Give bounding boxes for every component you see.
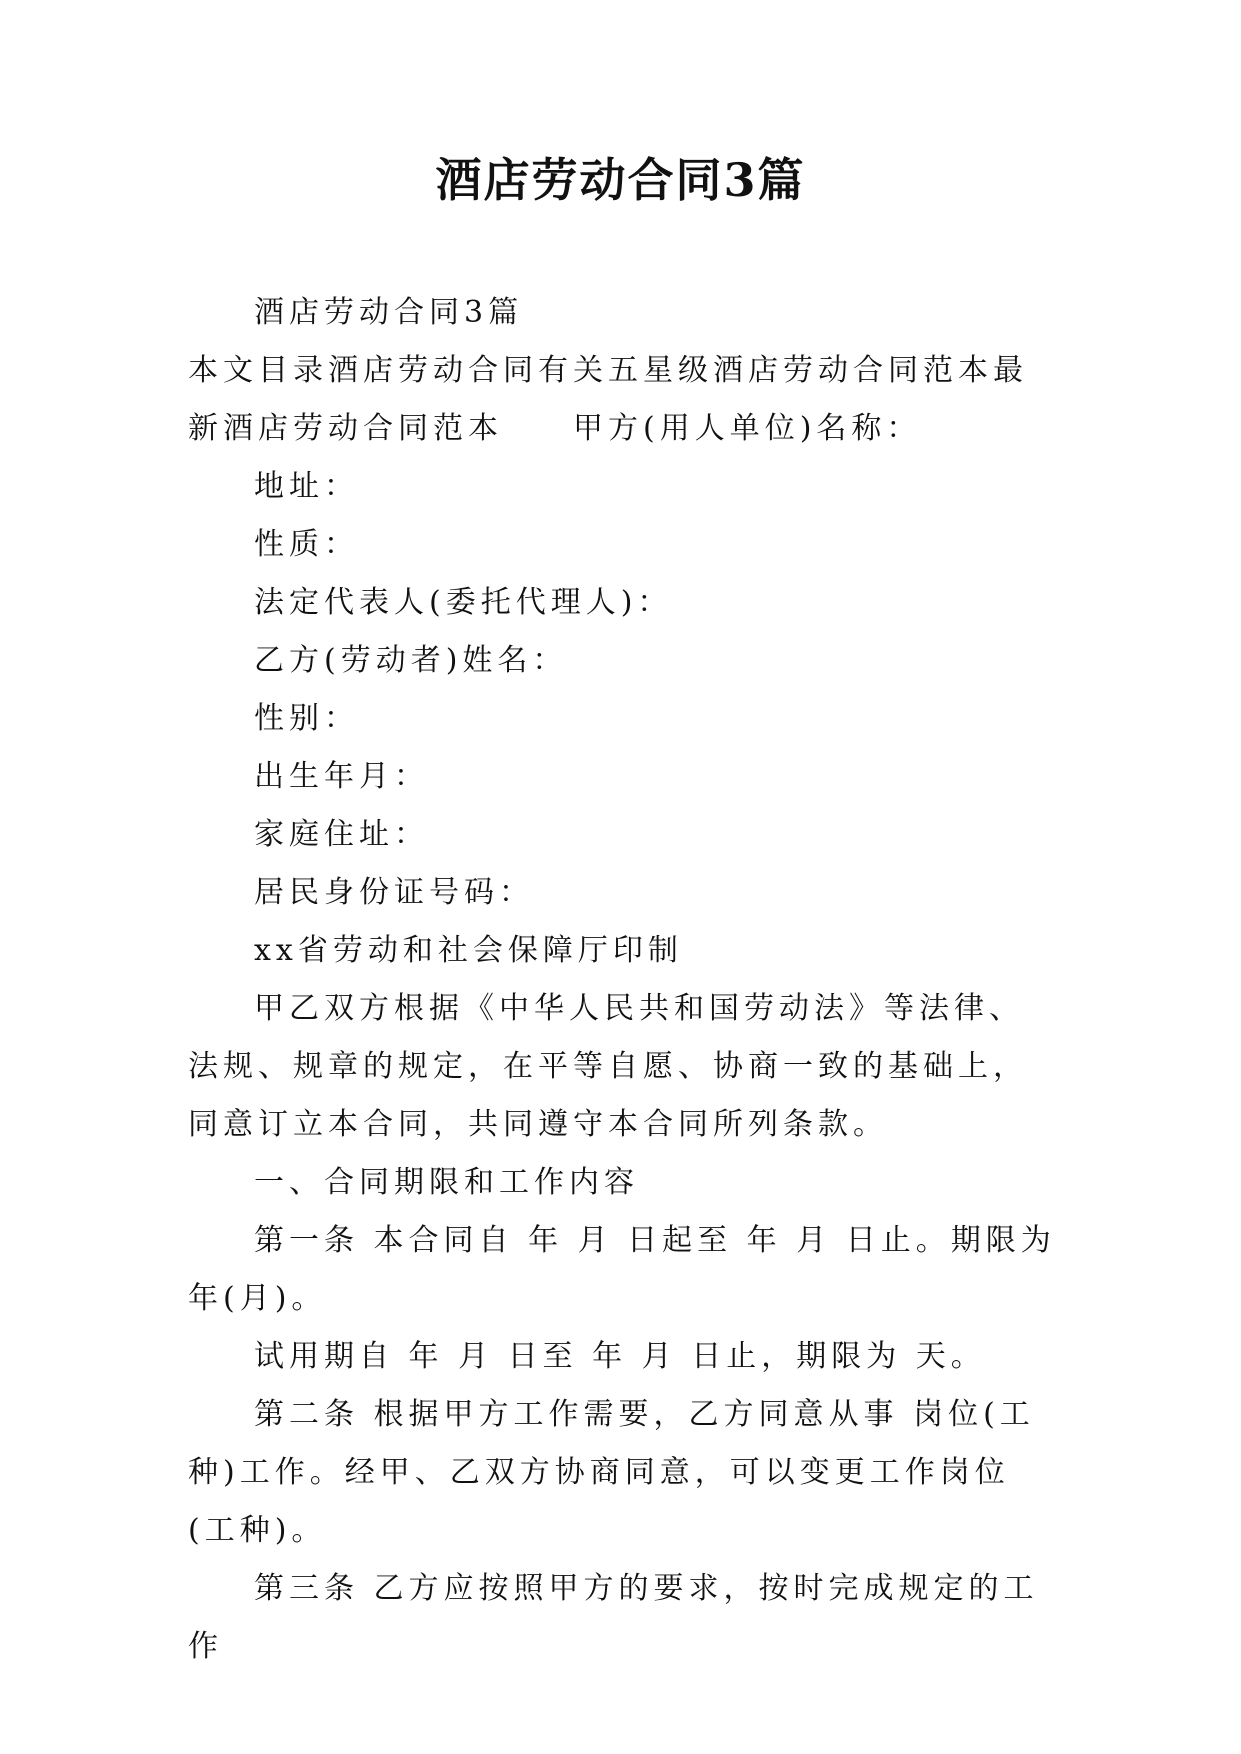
clause-2: 第二条 根据甲方工作需要，乙方同意从事 岗位(工种)工作。经甲、乙双方协商同意，可以变更工作岗位(工种)。 bbox=[188, 1397, 1035, 1548]
field-nature: 性质： bbox=[254, 527, 359, 562]
paragraph-table-of-contents: 本文目录酒店劳动合同有关五星级酒店劳动合同范本最新酒店劳动合同范本 甲方(用人单位)名称： bbox=[188, 353, 1028, 446]
section-heading-term: 一、合同期限和工作内容 bbox=[254, 1165, 639, 1200]
clause-1: 第一条 本合同自 年 月 日起至 年 月 日止。期限为 年(月)。 bbox=[188, 1223, 1071, 1316]
field-home-address: 家庭住址： bbox=[254, 817, 429, 852]
paragraph-printed-by: xx省劳动和社会保障厅印制 bbox=[254, 933, 683, 968]
field-legal-representative: 法定代表人(委托代理人)： bbox=[254, 585, 673, 620]
field-gender: 性别： bbox=[254, 701, 359, 736]
field-birth-date: 出生年月： bbox=[254, 759, 429, 794]
field-employee-name: 乙方(劳动者)姓名： bbox=[254, 643, 568, 678]
paragraph-preamble: 甲乙双方根据《中华人民共和国劳动法》等法律、法规、规章的规定，在平等自愿、协商一致的基础上，同意订立本合同，共同遵守本合同所列条款。 bbox=[188, 991, 1028, 1142]
document-title: 酒店劳动合同3篇 bbox=[435, 153, 806, 207]
field-id-number: 居民身份证号码： bbox=[254, 875, 534, 910]
document-body bbox=[188, 284, 1071, 1676]
field-address: 地址： bbox=[254, 469, 359, 504]
paragraph-subtitle: 酒店劳动合同3篇 bbox=[254, 295, 524, 330]
clause-probation: 试用期自 年 月 日至 年 月 日止，期限为 天。 bbox=[254, 1339, 986, 1374]
clause-3: 第三条 乙方应按照甲方的要求，按时完成规定的工作 bbox=[188, 1571, 1039, 1664]
